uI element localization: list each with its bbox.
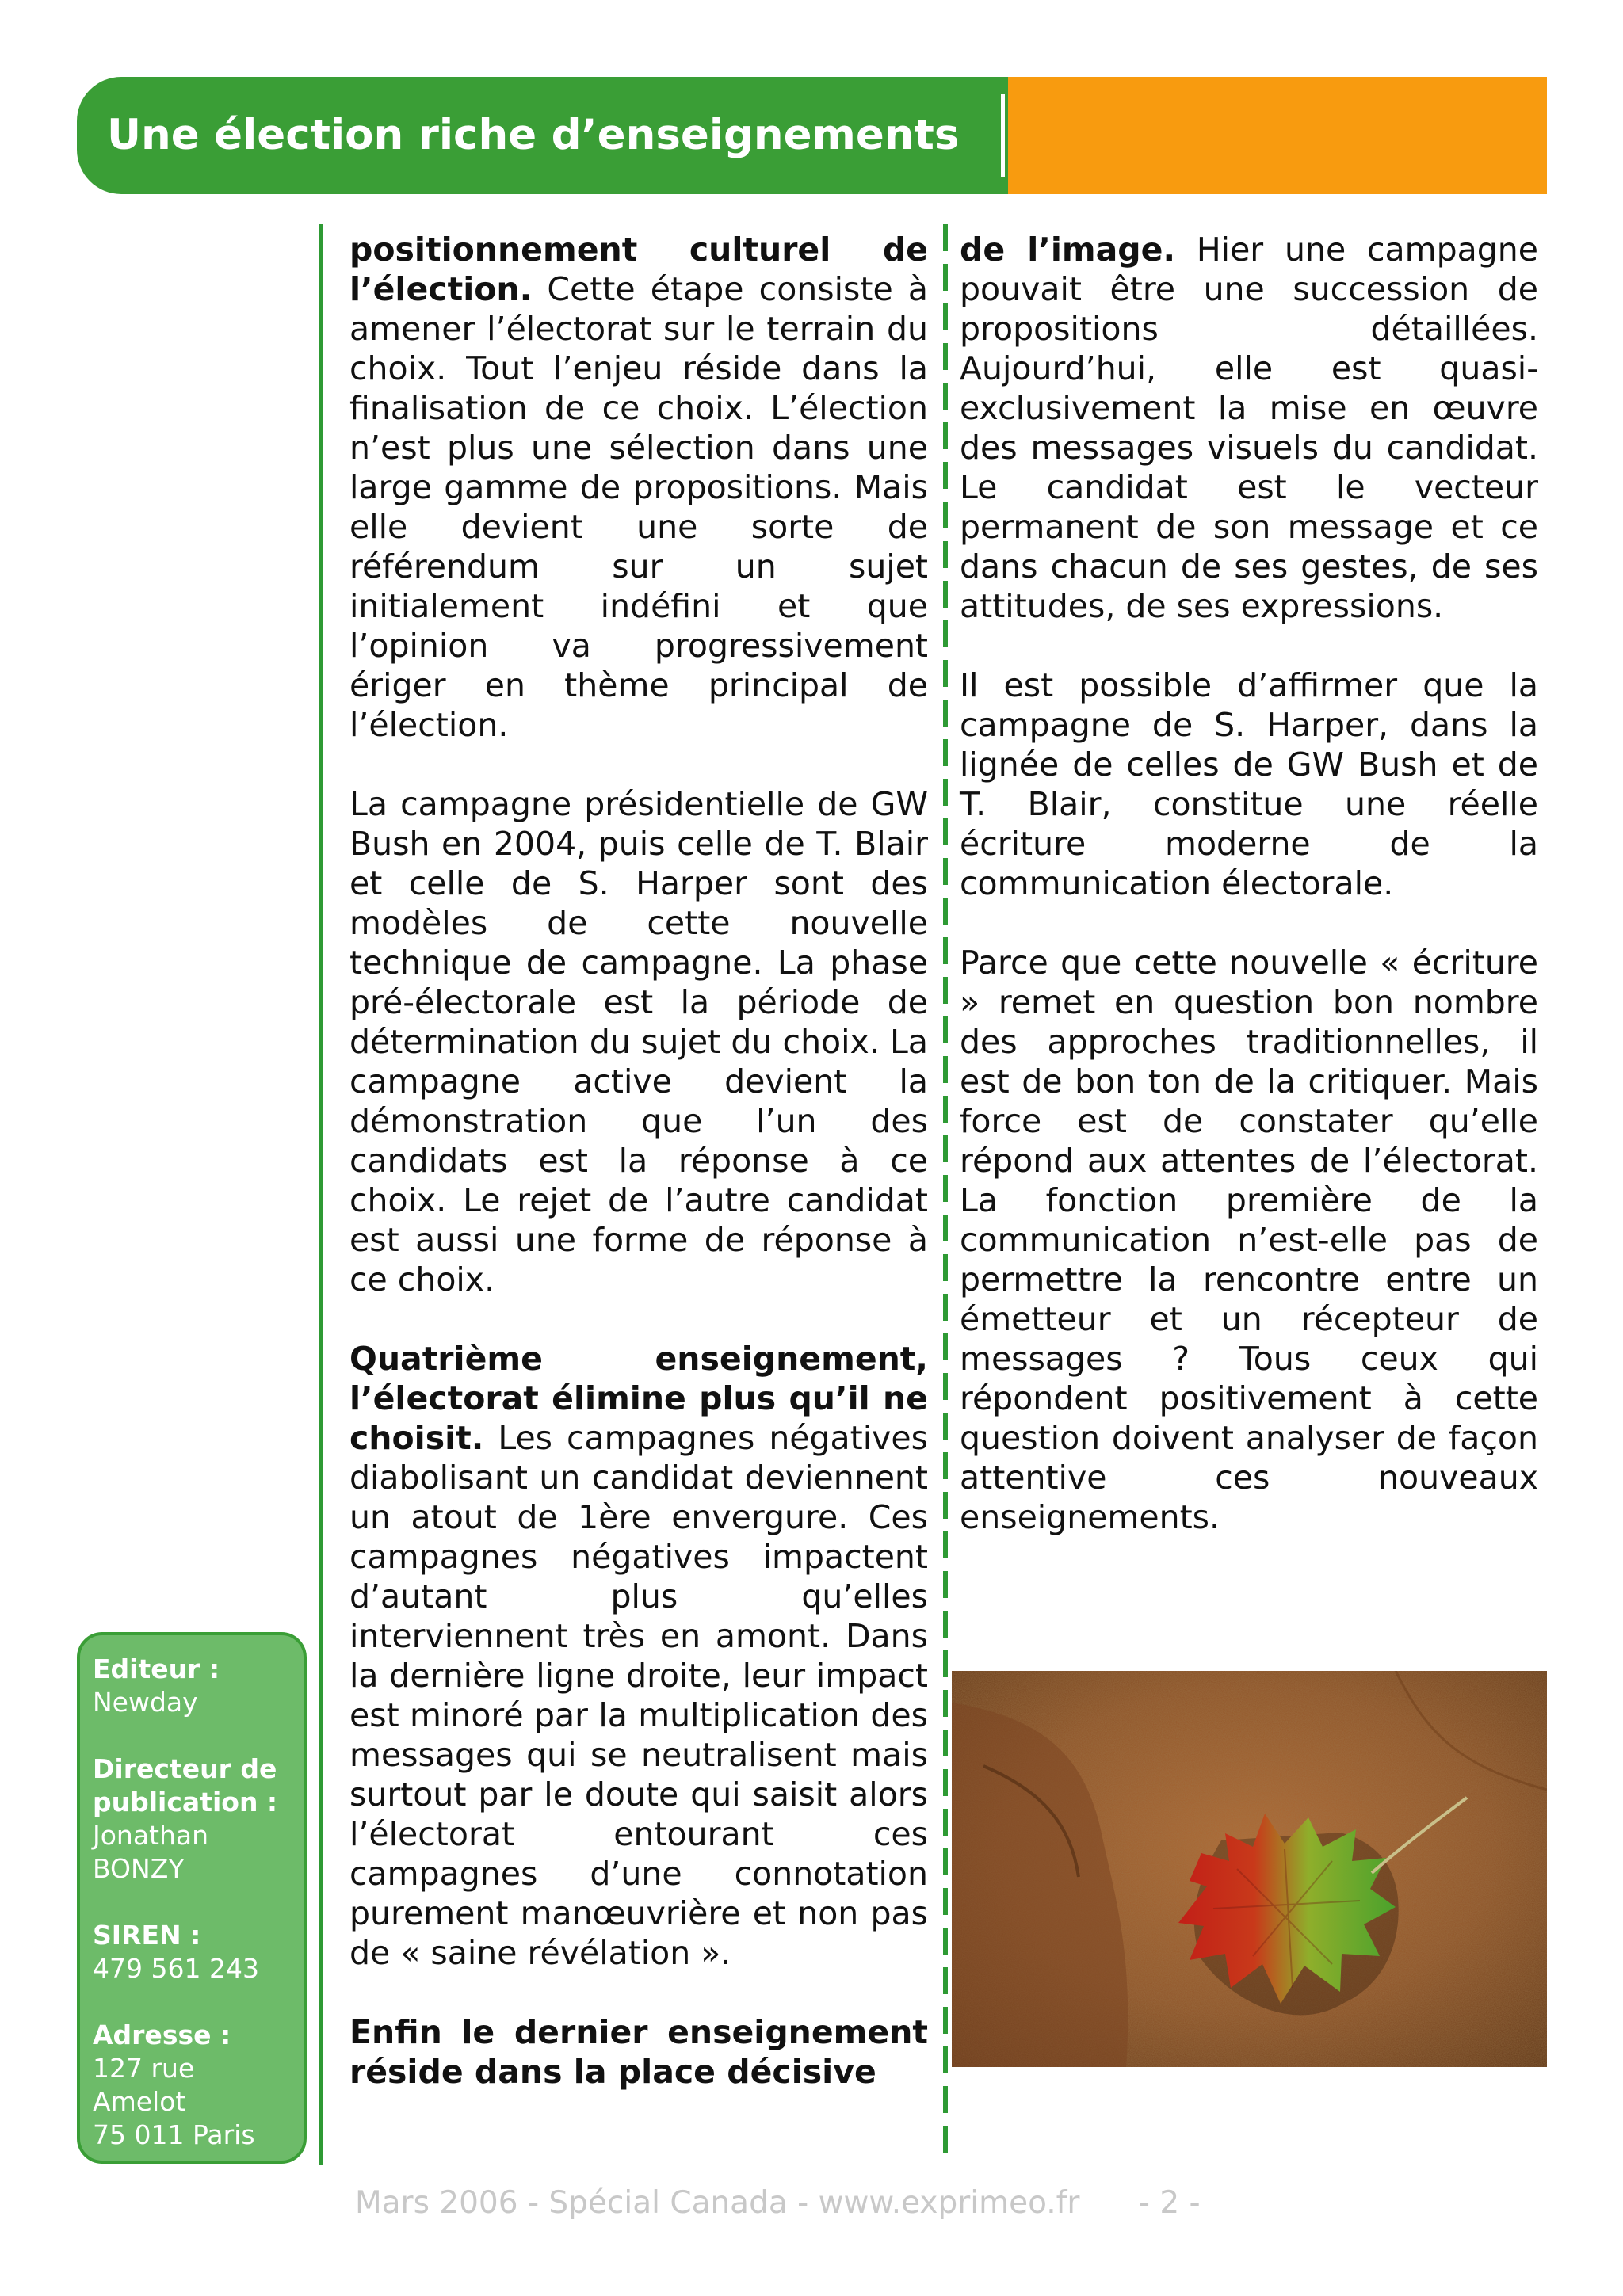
column-rule-left: [319, 224, 323, 2165]
col2-paragraph-2: Il est possible d’affirmer que la campagne de S. Harper, dans la lignée de celles de GW Bush et de T. Blair, constitue une réelle écriture moderne de la communication électorale.: [960, 666, 1538, 902]
col1-paragraph-3: [349, 1339, 928, 1973]
leaf-on-stone-icon: [952, 1671, 1547, 2067]
editeur-value: Newday: [93, 1687, 198, 1718]
col1-p1-bold: positionnement culturel de l’élection.: [349, 231, 928, 308]
col2-p1-text: Hier une campagne pouvait être une succession de propositions détaillées. Aujourd’hui, elle est quasi-exclusivement la mise en œuvre des messages visuels du candidat. Le candidat est le vecteur permanent de son message et ce dans chacun de ses gestes, de ses attitudes, de ses expressions.: [960, 231, 1538, 625]
adresse-value-3: 75 011 Paris: [93, 2119, 255, 2150]
page-footer: [355, 2185, 1201, 2221]
col2-paragraph-3: Parce que cette nouvelle « écriture » remet en question bon nombre des approches traditionnelles, il est de bon ton de la critiquer. Mais force est de constater qu’elle répond aux attentes de l’électorat. La fonction première de la communication n’est-elle pas de permettre la rencontre entre un émetteur et un récepteur de messages ? Tous ceux qui répondent positivement à cette question doivent analyser de façon attentive ces nouveaux enseignements.: [960, 944, 1538, 1536]
col1-p3-text: Les campagnes négatives diabolisant un candidat deviennent un atout de 1ère envergure. Ces campagnes négatives impactent d’autant plus qu’elles interviennent très en amont. Dans la dernière ligne droite, leur impact est minoré par la multiplication des messages qui se neutralisent mais surtout par le doute qui saisit alors l’électorat entourant ces campagnes d’une connotation purement manœuvrière et non pas de « saine révélation ».: [349, 1419, 928, 1972]
directeur-group: [93, 1753, 291, 1886]
col2-paragraph-1: [960, 230, 1538, 626]
col1-paragraph-4: [349, 2012, 928, 2092]
directeur-value-2: BONZY: [93, 1853, 185, 1884]
adresse-value-1: 127 rue: [93, 2053, 195, 2084]
column-rule-center-dashed: [943, 224, 948, 2165]
editeur-group: [93, 1653, 291, 1719]
col2-p1-bold: de l’image.: [960, 231, 1176, 269]
editeur-label: Editeur :: [93, 1653, 220, 1684]
col1-paragraph-1: [349, 230, 928, 745]
directeur-label-2: publication :: [93, 1787, 278, 1817]
header-banner: [77, 77, 1547, 194]
publisher-info-box: [77, 1632, 307, 2164]
directeur-label-1: Directeur de: [93, 1753, 277, 1784]
col1-p3-bold: Quatrième enseignement, l’électorat élimine plus qu’il ne choisit.: [349, 1340, 928, 1457]
adresse-group: [93, 2019, 291, 2152]
header-orange-band: [1008, 77, 1547, 194]
page-title: Une élection riche d’enseignements: [107, 111, 960, 159]
adresse-value-2: Amelot: [93, 2086, 186, 2117]
article-column-2: [960, 230, 1538, 1577]
adresse-label: Adresse :: [93, 2019, 231, 2050]
col1-p1-text: Cette étape consiste à amener l’électorat sur le terrain du choix. Tout l’enjeu réside dans la finalisation de ce choix. L’élection n’est plus une sélection dans une large gamme de propositions. Mais elle devient une sorte de référendum sur un sujet initialement indéfini et que l’opinion va progressivement ériger en thème principal de l’élection.: [349, 270, 928, 744]
col1-p4-bold: Enfin le dernier enseignement réside dans la place décisive: [349, 2013, 928, 2091]
col1-paragraph-2: La campagne présidentielle de GW Bush en 2004, puis celle de T. Blair et celle de S. Harper sont des modèles de cette nouvelle technique de campagne. La phase pré-électorale est la période de détermination du sujet du choix. La campagne active devient la démonstration que l’un des candidats est la réponse à ce choix. Le rejet de l’autre candidat est aussi une forme de réponse à ce choix.: [349, 785, 928, 1299]
siren-label: SIREN :: [93, 1920, 201, 1951]
page-number: - 2 -: [1138, 2185, 1201, 2221]
footer-text: Mars 2006 - Spécial Canada - www.exprimeo.fr: [355, 2185, 1080, 2221]
autumn-leaf-photo: [952, 1671, 1547, 2067]
siren-value: 479 561 243: [93, 1953, 259, 1984]
siren-group: [93, 1919, 291, 1985]
header-divider: [1001, 94, 1005, 177]
article-column-1: [349, 230, 928, 2131]
directeur-value-1: Jonathan: [93, 1820, 209, 1851]
